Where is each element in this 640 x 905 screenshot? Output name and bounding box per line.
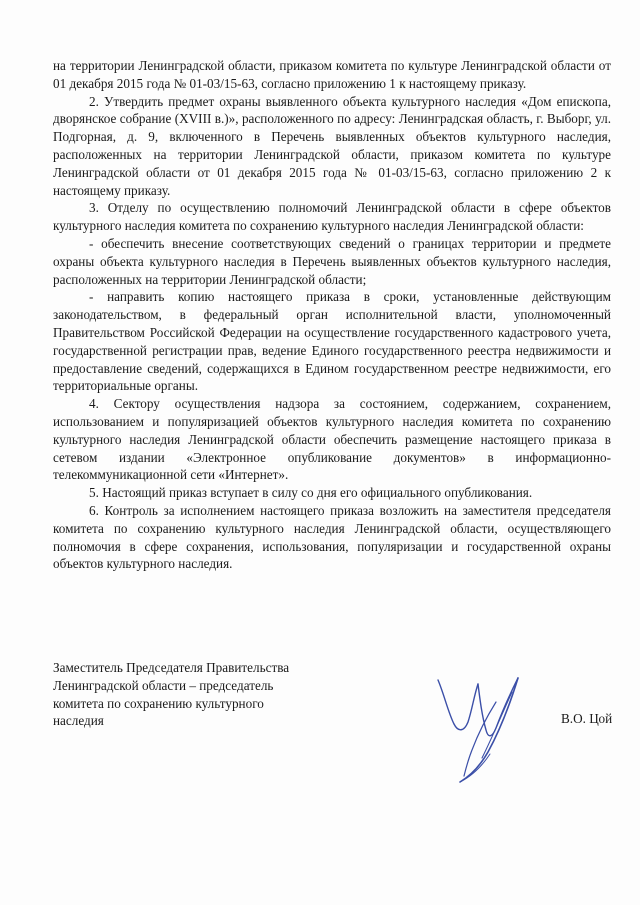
signatory-title <box>53 659 353 730</box>
handwritten-signature <box>424 658 544 788</box>
paragraph-continuation: на территории Ленинградской области, приказом комитета по культуре Ленинградской области от 01 декабря 2015 года № 01-03/15-63, согласно приложению 1 к настоящему приказу. <box>53 58 611 91</box>
paragraph-item-6: 6. Контроль за исполнением настоящего приказа возложить на заместителя председателя комитета по сохранению культурного наследия Ленинградской области, осуществляющего полномочия в сфере сохранения, использования, популяризации и государственной охраны объектов культурного наследия. <box>53 502 611 572</box>
paragraph-item-2: 2. Утвердить предмет охраны выявленного объекта культурного наследия «Дом епископа, дворянское собрание (XVIII в.)», расположенного по адресу: Ленинградская область, г. Выборг, ул. Подгорная, д. 9, включенного в Перечень выявленных объектов культурного наследия, расположенных на территории Ленинградской области, приказом комитета по культуре Ленинградской области от 01 декабря 2015 года № 01-03/15-63, согласно приложению 2 к настоящему приказу. <box>53 93 611 198</box>
signature-stroke <box>482 692 512 758</box>
signatory-title-line: Ленинградской области – председатель <box>53 677 274 693</box>
signatory-title-line: наследия <box>53 713 104 729</box>
paragraph-subitem-send-copy: - направить копию настоящего приказа в сроки, установленные действующим законодательством, в федеральный орган исполнительной власти, уполномоченный Правительством Российской Федерации на осуществление государственного кадастрового учета, государственной регистрации прав, ведение Единого государственного реестра недвижимости и предоставление сведений, содержащихся в Едином государственном реестре недвижимости, его территориальные органы. <box>53 289 611 394</box>
paragraph-item-3: 3. Отделу по осуществлению полномочий Ленинградской области в сфере объектов культурного наследия комитета по сохранению культурного наследия Ленинградской области: <box>53 200 611 234</box>
signatory-title-line: Заместитель Председателя Правительства <box>53 660 290 675</box>
signatory-name: В.О. Цой <box>561 711 613 726</box>
paragraph-subitem-ensure: - обеспечить внесение соответствующих сведений о границах территории и предмете охраны объекта культурного наследия в Перечень выявленных объектов культурного наследия, расположенных на территории Ленинградской области; <box>53 235 611 287</box>
signature-stroke <box>460 754 490 782</box>
paragraph-item-4: 4. Сектору осуществления надзора за состоянием, содержанием, сохранением, использованием и популяризацией объектов культурного наследия комитета по сохранению культурного наследия Ленинградской области обеспечить размещение настоящего приказа в сетевом издании «Электронное опубликование документов» в информационно-телекоммуникационной сети «Интернет». <box>53 396 611 483</box>
signature-stroke <box>438 680 478 730</box>
signature-stroke <box>460 678 518 782</box>
signature-stroke <box>478 678 518 736</box>
signatory-title-line: комитета по сохранению культурного <box>53 695 264 711</box>
document-body <box>53 57 611 573</box>
paragraph-item-5: 5. Настоящий приказ вступает в силу со дня его официального опубликования. <box>89 485 533 501</box>
